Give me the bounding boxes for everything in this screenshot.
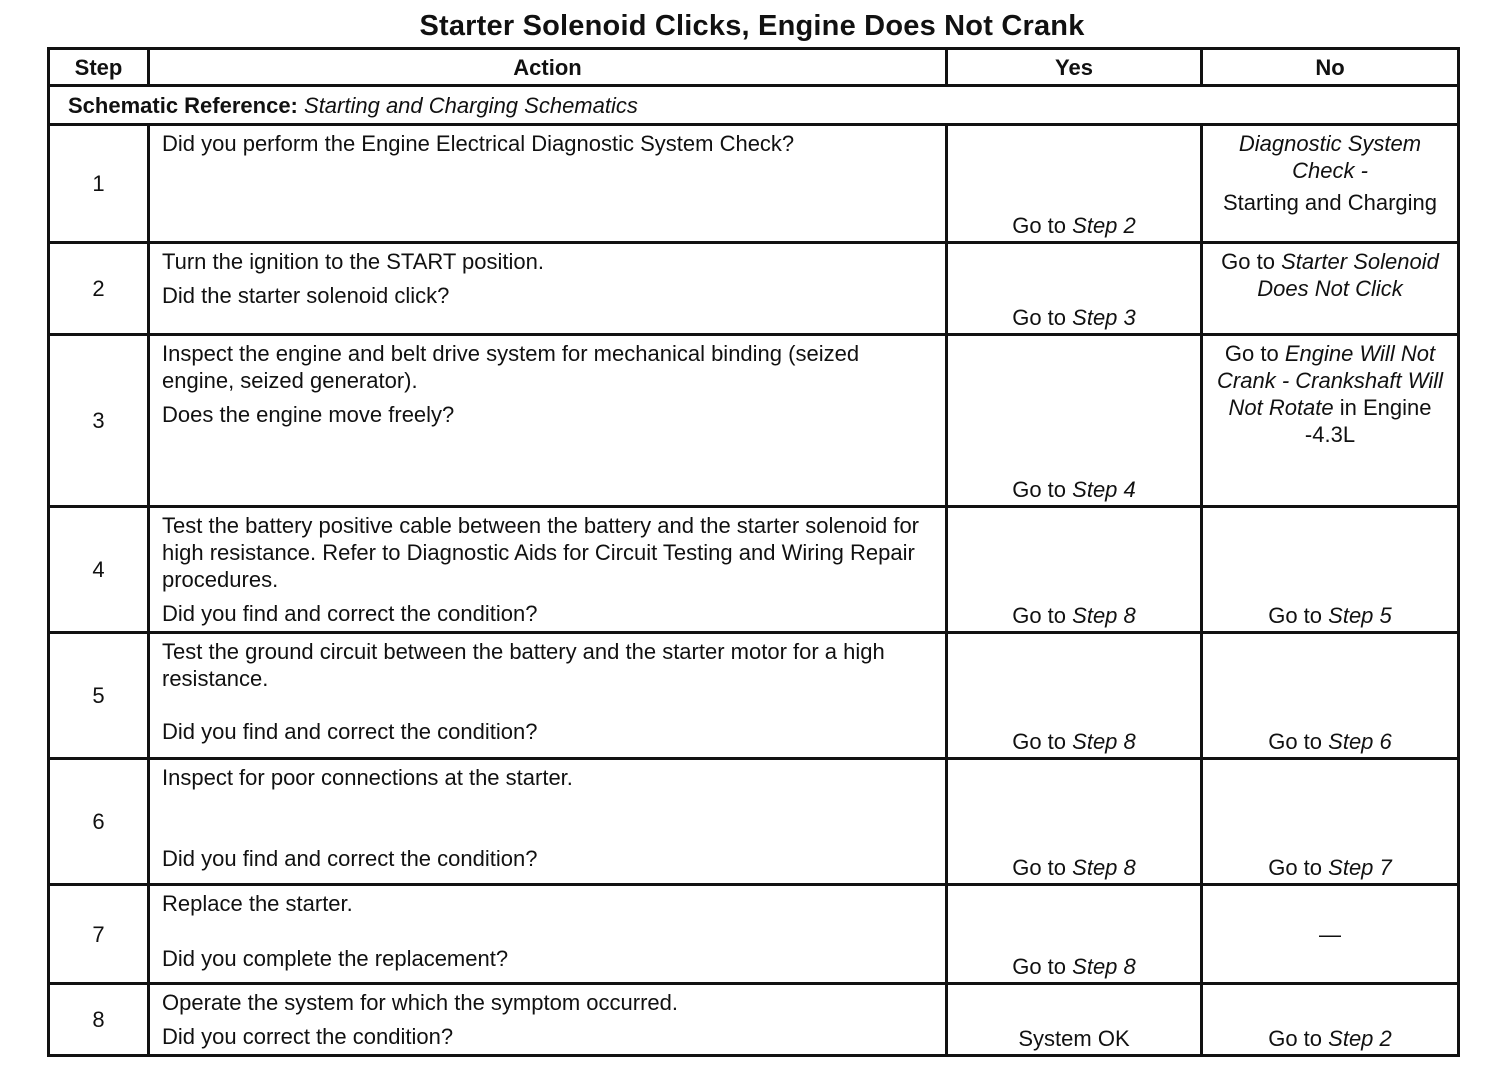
no-link[interactable] [1211,130,1449,184]
go-to-text: Go to [1268,1026,1323,1051]
go-to-text: Go to [1012,855,1067,880]
action-text: Did you perform the Engine Electrical Diagnostic System Check? [162,131,795,156]
go-to-text: Go to [1268,603,1323,628]
yes-cell [947,759,1202,885]
action-cell [149,507,947,633]
schematic-reference [49,86,1459,125]
yes-cell [947,507,1202,633]
column-header-yes: Yes [947,49,1202,86]
step-number: 2 [49,243,149,335]
yes-step-link[interactable]: Step 4 [1072,477,1136,502]
go-to-text: Go to [1221,249,1275,274]
go-to-text: Go to [1268,729,1323,754]
yes-cell [947,335,1202,507]
action-cell [149,633,947,759]
action-cell [149,885,947,984]
no-cell [1202,507,1459,633]
go-to-text: Go to [1012,603,1067,628]
action-cell [149,984,947,1056]
no-link-line: Check - [1292,158,1368,183]
table-row [49,125,1459,243]
no-step-link[interactable]: Step 5 [1328,603,1392,628]
table-row [49,633,1459,759]
yes-cell [947,633,1202,759]
action-text: Test the battery positive cable between the battery and the starter solenoid for high resistance. Refer to Diagnostic Aids for Circuit Testing and Wiring Repair procedures. [162,513,920,592]
yes-step-link[interactable]: Step 8 [1072,954,1136,979]
action-cell [149,759,947,885]
diagnostic-table [47,47,1460,1057]
action-text: Inspect the engine and belt drive system for mechanical binding (seized engine, seized generator). [162,341,860,393]
action-question: Did you find and correct the condition? [162,601,538,626]
table-row [49,759,1459,885]
no-link[interactable]: Starter Solenoid Does Not Click [1257,249,1439,301]
action-text: Replace the starter. [162,891,353,916]
step-number: 8 [49,984,149,1056]
step-number: 7 [49,885,149,984]
table-row [49,885,1459,984]
go-to-text: Go to [1268,855,1323,880]
action-question: Did you complete the replacement? [162,946,509,971]
spacer [162,791,933,845]
action-question: Did you find and correct the condition? [162,846,538,871]
action-cell [149,125,947,243]
action-question: Did the starter solenoid click? [162,283,450,308]
no-cell [1202,125,1459,243]
column-header-step: Step [49,49,149,86]
step-number: 3 [49,335,149,507]
action-cell [149,243,947,335]
no-step-link[interactable]: Step 7 [1328,855,1392,880]
go-to-text: Go to [1224,341,1279,366]
action-text: Turn the ignition to the START position. [162,249,544,274]
go-to-text: Go to [1012,729,1067,754]
step-number: 6 [49,759,149,885]
schematic-reference-row [49,86,1459,125]
no-cell [1202,984,1459,1056]
no-dash: — [1319,921,1341,947]
spacer [162,917,933,945]
page-title: Starter Solenoid Clicks, Engine Does Not Crank [419,10,1085,42]
header-row [49,49,1459,86]
table-row [49,984,1459,1056]
no-plain-text: Starting and Charging [1222,190,1438,215]
yes-step-link[interactable]: Step 8 [1072,855,1136,880]
column-header-no: No [1202,49,1459,86]
go-to-text: Go to [1012,954,1067,979]
step-number: 5 [49,633,149,759]
no-step-link[interactable]: Step 2 [1328,1026,1392,1051]
no-suffix-text: in Engine -4.3L [1304,395,1432,447]
action-question: Did you find and correct the condition? [162,719,538,744]
yes-cell [947,885,1202,984]
spacer [162,692,933,718]
no-link[interactable]: Engine Will Not Crank - Crankshaft Will Not Rotate [1217,341,1443,420]
action-text: Operate the system for which the symptom occurred. [162,990,678,1015]
step-number: 1 [49,125,149,243]
table-row [49,507,1459,633]
no-cell [1202,243,1459,335]
yes-step-link[interactable]: Step 3 [1072,305,1136,330]
go-to-text: Go to [1012,213,1067,238]
step-number: 4 [49,507,149,633]
yes-step-link[interactable]: Step 8 [1072,603,1136,628]
go-to-text: Go to [1012,477,1067,502]
no-cell [1202,885,1459,984]
schematic-reference-link[interactable]: Starting and Charging Schematics [304,92,638,118]
table-row [49,243,1459,335]
no-cell [1202,633,1459,759]
action-cell [149,335,947,507]
yes-cell [947,125,1202,243]
no-step-link[interactable]: Step 6 [1328,729,1392,754]
column-header-action: Action [149,49,947,86]
yes-cell [947,984,1202,1056]
action-question: Does the engine move freely? [162,402,455,427]
action-text: Inspect for poor connections at the starter. [162,765,573,790]
no-link-line: Diagnostic System [1238,131,1422,156]
no-cell [1202,335,1459,507]
no-cell [1202,759,1459,885]
schematic-reference-label: Schematic Reference: [68,92,298,118]
yes-cell [947,243,1202,335]
action-text: Test the ground circuit between the battery and the starter motor for a high resistance. [162,639,885,691]
yes-step-link[interactable]: Step 2 [1072,213,1136,238]
system-ok-text: System OK [1018,1026,1130,1051]
go-to-text: Go to [1012,305,1067,330]
table-row [49,335,1459,507]
yes-step-link[interactable]: Step 8 [1072,729,1136,754]
action-question: Did you correct the condition? [162,1024,454,1049]
